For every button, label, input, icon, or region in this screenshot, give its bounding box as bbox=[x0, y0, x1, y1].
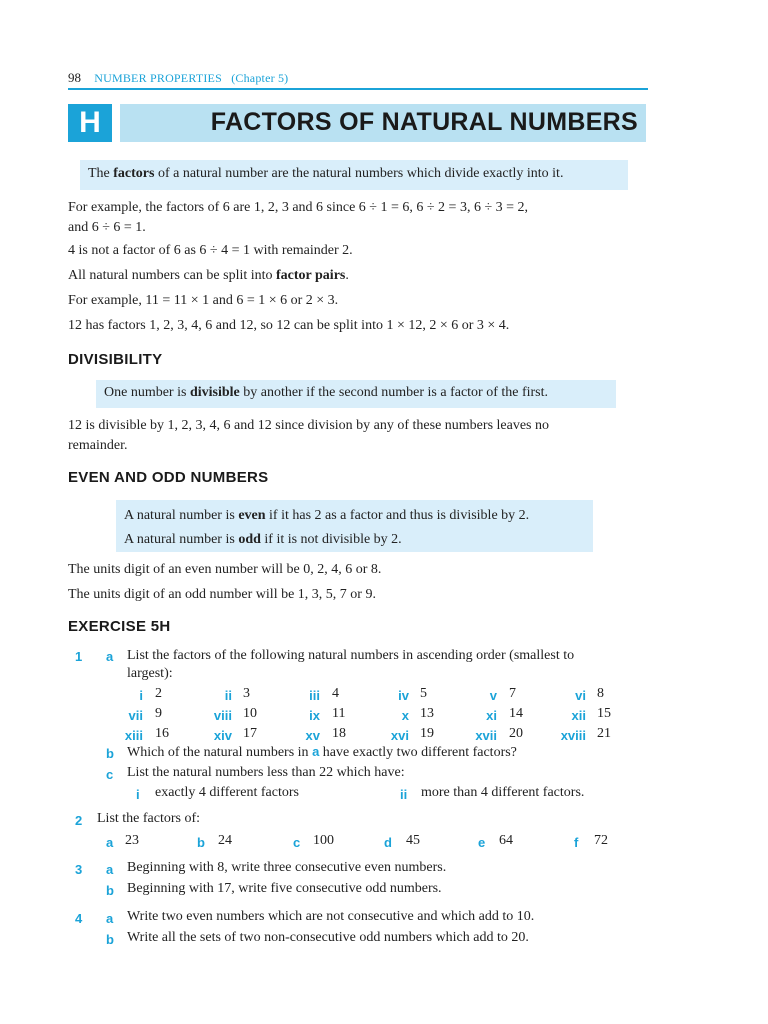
subpart-value: 21 bbox=[597, 726, 611, 741]
part-label: b bbox=[106, 932, 114, 947]
subpart-label: xiii bbox=[124, 728, 143, 743]
subpart-label: viii bbox=[213, 708, 232, 723]
text-line: and 6 ÷ 6 = 1. bbox=[68, 220, 146, 235]
subpart-label: v bbox=[489, 688, 497, 703]
page-title: FACTORS OF NATURAL NUMBERS bbox=[210, 108, 638, 136]
definition-text: One number is bbox=[104, 385, 190, 400]
question-1ci-text: exactly 4 different factors bbox=[155, 785, 299, 800]
definition-even bbox=[124, 504, 529, 528]
subpart-value: 3 bbox=[243, 686, 250, 701]
part-label: c bbox=[293, 835, 301, 850]
part-label: c bbox=[106, 767, 114, 782]
page-number: 98 bbox=[68, 70, 81, 85]
running-head bbox=[68, 70, 288, 86]
question-4b-text: Write all the sets of two non-consecutive odd numbers which add to 20. bbox=[127, 930, 529, 945]
part-value: 23 bbox=[125, 833, 139, 848]
text: All natural numbers can be split into bbox=[68, 268, 277, 283]
question-1a-grid bbox=[0, 684, 768, 746]
definition-box-factors bbox=[80, 160, 628, 190]
definition-text: if it has 2 as a factor and thus is divisible by 2. bbox=[265, 508, 530, 523]
part-value: 64 bbox=[499, 833, 513, 848]
subpart-value: 10 bbox=[243, 706, 257, 721]
question-3a-text: Beginning with 8, write three consecutive even numbers. bbox=[127, 860, 447, 875]
part-label: b bbox=[197, 835, 205, 850]
definition-text: if it is not divisible by 2. bbox=[260, 532, 402, 547]
subpart-label: vii bbox=[128, 708, 143, 723]
question-number: 3 bbox=[75, 862, 83, 877]
definition-text: A natural number is bbox=[124, 508, 239, 523]
heading-exercise: EXERCISE 5H bbox=[68, 618, 171, 635]
part-label: a bbox=[106, 911, 114, 926]
subpart-label: ii bbox=[400, 787, 408, 802]
paragraph-factor-pairs bbox=[68, 266, 648, 286]
definition-term: even bbox=[238, 508, 266, 523]
question-1a-text bbox=[127, 647, 648, 683]
part-value: 24 bbox=[218, 833, 232, 848]
definition-factors bbox=[88, 166, 563, 182]
definition-box-even-odd bbox=[116, 500, 593, 552]
question-1b-text bbox=[127, 744, 517, 761]
text: Which of the natural numbers in bbox=[127, 745, 313, 760]
subpart-label: xi bbox=[486, 708, 497, 723]
subpart-label: iii bbox=[309, 688, 320, 703]
subpart-label: xviii bbox=[560, 728, 586, 743]
subpart-value: 2 bbox=[155, 686, 162, 701]
term-factor-pairs: factor pairs bbox=[276, 268, 346, 283]
part-label: b bbox=[106, 746, 114, 761]
heading-divisibility: DIVISIBILITY bbox=[68, 351, 163, 368]
text-line: List the factors of the following natural numbers in ascending order (smallest to bbox=[127, 648, 575, 663]
question-number: 1 bbox=[75, 649, 83, 664]
definition-divisible bbox=[104, 385, 548, 401]
subpart-value: 14 bbox=[509, 706, 523, 721]
definition-odd bbox=[124, 528, 529, 552]
chapter-label: (Chapter 5) bbox=[231, 71, 289, 85]
subpart-value: 18 bbox=[332, 726, 346, 741]
subpart-label: xv bbox=[305, 728, 320, 743]
part-label: f bbox=[574, 835, 579, 850]
part-label: d bbox=[384, 835, 392, 850]
question-3b-text: Beginning with 17, write five consecutive odd numbers. bbox=[127, 881, 442, 896]
definition-text: A natural number is bbox=[124, 532, 239, 547]
text: have exactly two different factors? bbox=[319, 745, 517, 760]
subpart-value: 15 bbox=[597, 706, 611, 721]
definition-text: The bbox=[88, 166, 114, 181]
subpart-value: 5 bbox=[420, 686, 427, 701]
part-label: b bbox=[106, 883, 114, 898]
subpart-label: iv bbox=[398, 688, 409, 703]
part-label: a bbox=[106, 649, 114, 664]
text-line: For example, the factors of 6 are 1, 2, 3 and 6 since 6 ÷ 1 = 6, 6 ÷ 2 = 3, 6 ÷ 3 = 2, bbox=[68, 200, 529, 215]
question-1c-text: List the natural numbers less than 22 which have: bbox=[127, 765, 405, 780]
title-band bbox=[120, 104, 646, 142]
definition-box-divisible bbox=[96, 380, 616, 408]
paragraph-example-pairs: For example, 11 = 11 × 1 and 6 = 1 × 6 or 2 × 3. bbox=[68, 293, 339, 308]
part-value: 100 bbox=[313, 833, 334, 848]
section-letter-box bbox=[68, 104, 112, 142]
question-2-text: List the factors of: bbox=[97, 811, 201, 826]
paragraph-not-factor: 4 is not a factor of 6 as 6 ÷ 4 = 1 with remainder 2. bbox=[68, 243, 353, 258]
subpart-value: 11 bbox=[332, 706, 346, 721]
part-value: 45 bbox=[406, 833, 420, 848]
part-value: 72 bbox=[594, 833, 608, 848]
paragraph-even-units: The units digit of an even number will be 0, 2, 4, 6 or 8. bbox=[68, 562, 382, 577]
subpart-label: xiv bbox=[213, 728, 232, 743]
paragraph-divisible-12 bbox=[68, 416, 648, 456]
question-number: 4 bbox=[75, 911, 83, 926]
section-letter: H bbox=[79, 106, 101, 139]
part-label: a bbox=[106, 835, 114, 850]
question-2-items bbox=[0, 832, 768, 852]
definition-term: divisible bbox=[189, 385, 240, 400]
definition-term: factors bbox=[113, 166, 155, 181]
paragraph-example-6 bbox=[68, 198, 648, 238]
text: . bbox=[345, 268, 349, 283]
subpart-label: i bbox=[136, 787, 140, 802]
part-reference: a bbox=[312, 744, 320, 759]
subpart-label: xvii bbox=[475, 728, 497, 743]
subpart-value: 4 bbox=[332, 686, 339, 701]
subpart-value: 17 bbox=[243, 726, 257, 741]
definition-term: odd bbox=[238, 532, 261, 547]
subpart-label: x bbox=[401, 708, 409, 723]
question-1cii-text: more than 4 different factors. bbox=[421, 785, 585, 800]
subpart-value: 19 bbox=[420, 726, 434, 741]
paragraph-12-factors: 12 has factors 1, 2, 3, 4, 6 and 12, so 12 can be split into 1 × 12, 2 × 6 or 3 × 4. bbox=[68, 318, 510, 333]
subpart-label: vi bbox=[575, 688, 586, 703]
subpart-value: 16 bbox=[155, 726, 169, 741]
subpart-label: xii bbox=[571, 708, 586, 723]
subpart-value: 9 bbox=[155, 706, 162, 721]
definition-text: of a natural number are the natural numbers which divide exactly into it. bbox=[154, 166, 564, 181]
subpart-value: 7 bbox=[509, 686, 516, 701]
subpart-label: ix bbox=[309, 708, 320, 723]
question-4a-text: Write two even numbers which are not consecutive and which add to 10. bbox=[127, 909, 535, 924]
definition-text: by another if the second number is a factor of the first. bbox=[239, 385, 549, 400]
question-number: 2 bbox=[75, 813, 83, 828]
subpart-label: i bbox=[139, 688, 143, 703]
subpart-value: 8 bbox=[597, 686, 604, 701]
section-name: NUMBER PROPERTIES bbox=[94, 71, 222, 85]
definition-even-odd bbox=[124, 504, 529, 552]
text-line: 12 is divisible by 1, 2, 3, 4, 6 and 12 since division by any of these numbers leaves no bbox=[68, 418, 549, 433]
subpart-label: xvi bbox=[390, 728, 409, 743]
text-line: remainder. bbox=[68, 438, 128, 453]
subpart-value: 20 bbox=[509, 726, 523, 741]
paragraph-odd-units: The units digit of an odd number will be 1, 3, 5, 7 or 9. bbox=[68, 587, 376, 602]
heading-even-odd: EVEN AND ODD NUMBERS bbox=[68, 469, 269, 486]
subpart-value: 13 bbox=[420, 706, 434, 721]
part-label: e bbox=[478, 835, 486, 850]
part-label: a bbox=[106, 862, 114, 877]
header-rule bbox=[68, 88, 648, 90]
subpart-label: ii bbox=[224, 688, 232, 703]
text-line: largest): bbox=[127, 666, 173, 681]
